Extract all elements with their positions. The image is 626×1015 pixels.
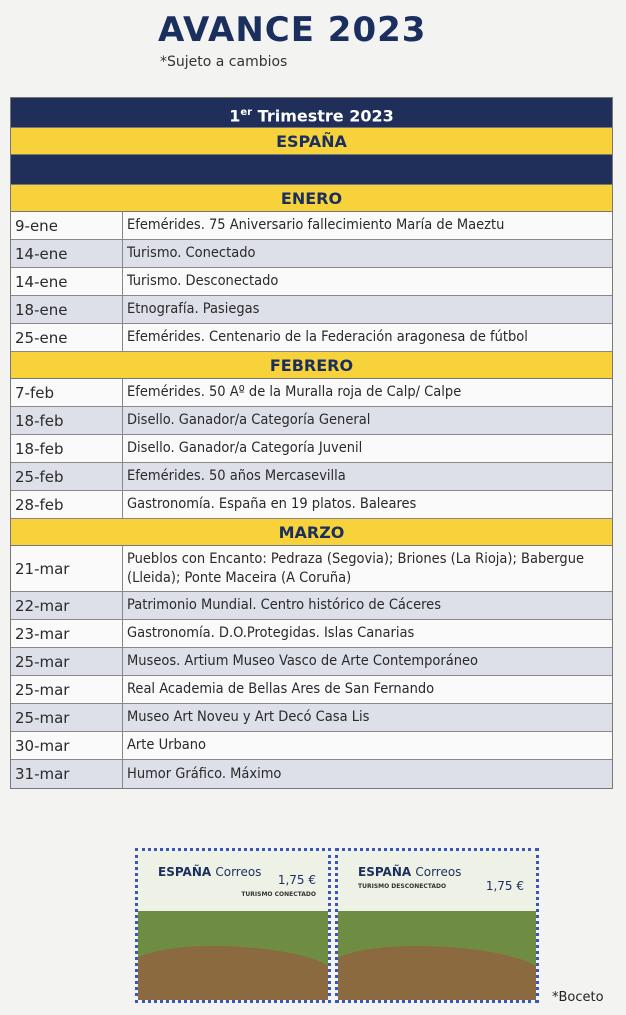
table-row — [11, 676, 612, 704]
row-date: 25-mar — [11, 676, 123, 703]
page-subtitle: *Sujeto a cambios — [160, 54, 288, 70]
stamp-conectado — [135, 848, 331, 1003]
table-row — [11, 324, 612, 352]
row-date: 25-mar — [11, 648, 123, 675]
table-row — [11, 240, 612, 268]
table-row — [11, 732, 612, 760]
month-header: MARZO — [11, 519, 612, 546]
row-date: 7-feb — [11, 379, 123, 406]
row-date: 30-mar — [11, 732, 123, 759]
row-date: 18-ene — [11, 296, 123, 323]
row-description: Efemérides. 75 Aniversario fallecimiento María de Maeztu — [127, 217, 505, 233]
table-row — [11, 212, 612, 240]
month-header: FEBRERO — [11, 352, 612, 379]
schedule-table — [10, 97, 613, 789]
row-description: Museo Art Noveu y Art Decó Casa Lis — [127, 709, 370, 725]
stamp-brand: ESPAÑA Correos — [158, 865, 262, 879]
row-description: Patrimonio Mundial. Centro histórico de Cáceres — [127, 597, 441, 613]
row-date: 25-ene — [11, 324, 123, 351]
row-date: 14-ene — [11, 268, 123, 295]
row-description: Etnografía. Pasiegas — [127, 301, 260, 317]
page-title: AVANCE 2023 — [158, 10, 427, 50]
table-row — [11, 296, 612, 324]
quarter-header: 1er Trimestre 2023 — [11, 98, 612, 128]
table-row — [11, 491, 612, 519]
row-description: Museos. Artium Museo Vasco de Arte Contemporáneo — [127, 653, 479, 669]
stamp-strip — [127, 848, 543, 1003]
country-header: ESPAÑA — [11, 128, 612, 155]
row-date: 23-mar — [11, 620, 123, 647]
row-description: Arte Urbano — [127, 737, 206, 753]
row-date: 22-mar — [11, 592, 123, 619]
row-description: Pueblos con Encanto: Pedraza (Segovia); Briones (La Rioja); Babergue (Lleida); Ponte Maceira (A Coruña) — [127, 550, 584, 586]
table-row — [11, 435, 612, 463]
row-description: Gastronomía. España en 19 platos. Baleares — [127, 496, 417, 512]
table-row — [11, 648, 612, 676]
row-description: Turismo. Conectado — [127, 245, 256, 261]
table-row — [11, 268, 612, 296]
stamp-desconectado — [335, 848, 539, 1003]
row-description: Gastronomía. D.O.Protegidas. Islas Canarias — [127, 625, 415, 641]
row-date: 9-ene — [11, 212, 123, 239]
stamp-caption: TURISMO DESCONECTADO — [358, 883, 447, 890]
table-row — [11, 760, 612, 788]
row-date: 18-feb — [11, 407, 123, 434]
table-row — [11, 546, 612, 592]
row-date: 25-mar — [11, 704, 123, 731]
table-row — [11, 592, 612, 620]
row-date: 18-feb — [11, 435, 123, 462]
table-row — [11, 463, 612, 491]
row-date: 21-mar — [11, 546, 123, 591]
row-date: 28-feb — [11, 491, 123, 518]
stamp-price: 1,75 € — [485, 879, 524, 893]
row-date: 31-mar — [11, 760, 123, 788]
table-row — [11, 379, 612, 407]
row-date: 25-feb — [11, 463, 123, 490]
table-row — [11, 620, 612, 648]
row-description: Efemérides. 50 Aº de la Muralla roja de Calp/ Calpe — [127, 384, 462, 400]
row-description: Real Academia de Bellas Ares de San Fernando — [127, 681, 435, 697]
row-description: Turismo. Desconectado — [127, 273, 279, 289]
row-date: 14-ene — [11, 240, 123, 267]
month-header: ENERO — [11, 185, 612, 212]
row-description: Efemérides. Centenario de la Federación aragonesa de fútbol — [127, 329, 528, 345]
row-description: Humor Gráfico. Máximo — [127, 765, 282, 782]
row-description: Disello. Ganador/a Categoría General — [127, 412, 371, 428]
row-description: Efemérides. 50 años Mercasevilla — [127, 468, 346, 484]
months-container — [11, 185, 612, 788]
footnote: *Boceto — [552, 990, 604, 1005]
spacer-band — [11, 155, 612, 185]
table-row — [11, 704, 612, 732]
stamp-price: 1,75 € — [277, 873, 316, 887]
stamp-caption: TURISMO CONECTADO — [241, 891, 316, 898]
row-description: Disello. Ganador/a Categoría Juvenil — [127, 440, 363, 456]
table-row — [11, 407, 612, 435]
stamp-brand: ESPAÑA Correos — [358, 865, 462, 879]
